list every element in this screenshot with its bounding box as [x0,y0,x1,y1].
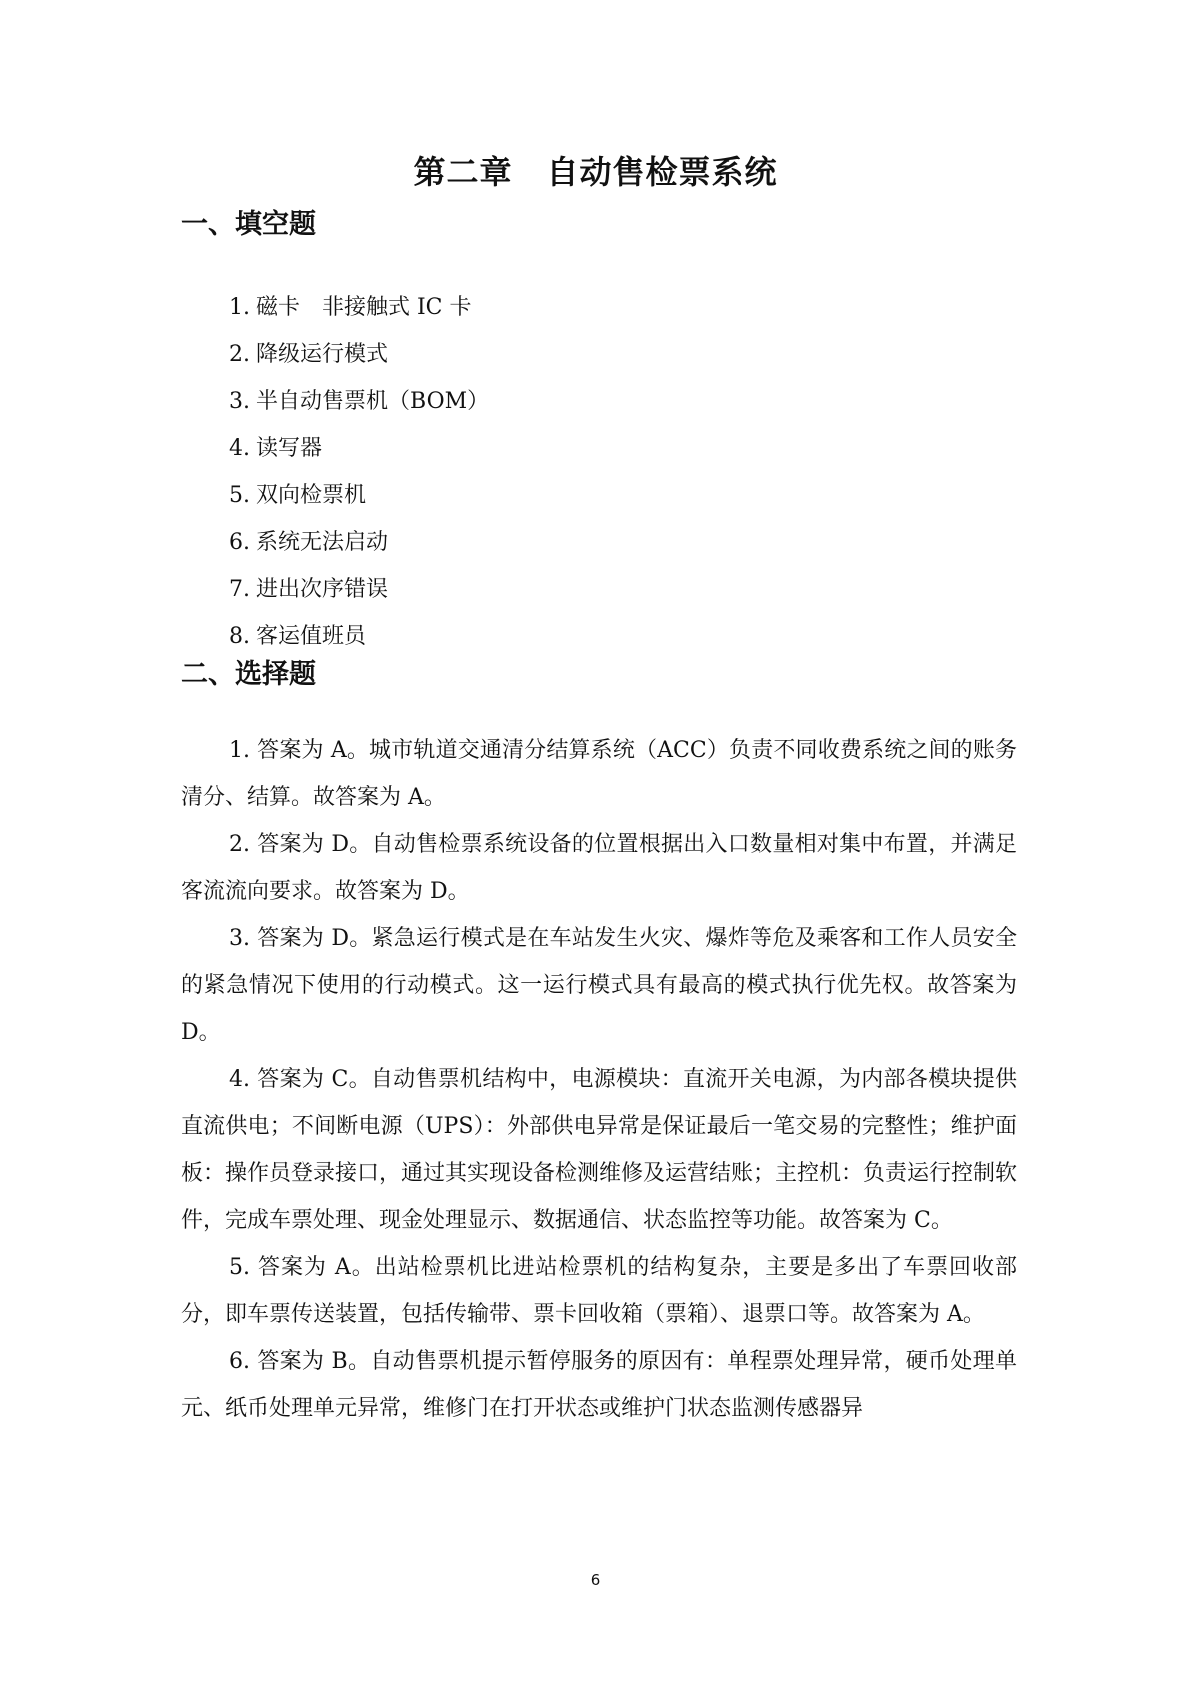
answer-text: 答案为 A。城市轨道交通清分结算系统（ACC）负责不同收费系统之间的账务清分、结算。故答案为 A。 [181,738,1018,810]
answer-paragraph [181,1244,1017,1338]
answer-paragraph [181,915,1017,1056]
chapter-name: 自动售检票系统 [546,153,778,191]
section-heading-fill-blank: 一、填空题 [181,209,316,240]
answer-paragraph [181,727,1017,821]
list-item [229,425,489,472]
answer-number: 3. [229,926,250,951]
list-item [229,566,489,613]
item-text: 读写器 [256,436,323,461]
item-text: 半自动售票机（BOM） [256,389,490,414]
list-item [229,613,489,660]
answer-number: 6. [229,1349,250,1374]
page-number: 6 [590,1571,601,1589]
item-text: 客运值班员 [256,624,367,649]
choice-answers [181,727,1017,1432]
list-item [229,519,489,566]
item-number: 4. [229,436,250,461]
item-text: 进出次序错误 [256,577,389,602]
item-text: 双向检票机 [256,483,367,508]
section-heading-choice: 二、选择题 [181,659,316,690]
list-item [229,378,489,425]
answer-text: 答案为 B。自动售票机提示暂停服务的原因有：单程票处理异常，硬币处理单元、纸币处理单元异常，维修门在打开状态或维护门状态监测传感器异 [181,1349,1017,1421]
answer-number: 2. [229,832,250,857]
item-text: 系统无法启动 [256,530,389,555]
answer-text: 答案为 C。自动售票机结构中，电源模块：直流开关电源，为内部各模块提供直流供电；不间断电源（UPS）：外部供电异常是保证最后一笔交易的完整性；维护面板：操作员登录接口，通过其实现设备检测维修及运营结账；主控机：负责运行控制软件，完成车票处理、现金处理显示、数据通信、状态监控等功能。故答案为 C。 [181,1067,1018,1233]
chapter-title [0,150,1191,194]
item-text: 降级运行模式 [256,342,389,367]
item-number: 6. [229,530,250,555]
answer-paragraph [181,1338,1017,1432]
item-text: 磁卡 非接触式 IC 卡 [256,295,472,320]
list-item [229,284,489,331]
answer-number: 1. [229,738,250,763]
answer-text: 答案为 D。紧急运行模式是在车站发生火灾、爆炸等危及乘客和工作人员安全的紧急情况下使用的行动模式。这一运行模式具有最高的模式执行优先权。故答案为 D。 [181,926,1017,1045]
item-number: 7. [229,577,250,602]
answer-paragraph [181,1056,1017,1244]
fill-blank-list [229,284,489,660]
answer-number: 4. [229,1067,250,1092]
list-item [229,331,489,378]
chapter-label: 第二章 [413,153,513,191]
answer-text: 答案为 D。自动售检票系统设备的位置根据出入口数量相对集中布置，并满足客流流向要求。故答案为 D。 [181,832,1017,904]
item-number: 5. [229,483,250,508]
item-number: 3. [229,389,250,414]
item-number: 2. [229,342,250,367]
answer-number: 5. [229,1255,250,1280]
answer-text: 答案为 A。出站检票机比进站检票机的结构复杂，主要是多出了车票回收部分，即车票传送装置，包括传输带、票卡回收箱（票箱）、退票口等。故答案为 A。 [181,1255,1017,1327]
list-item [229,472,489,519]
item-number: 1. [229,295,250,320]
answer-paragraph [181,821,1017,915]
item-number: 8. [229,624,250,649]
